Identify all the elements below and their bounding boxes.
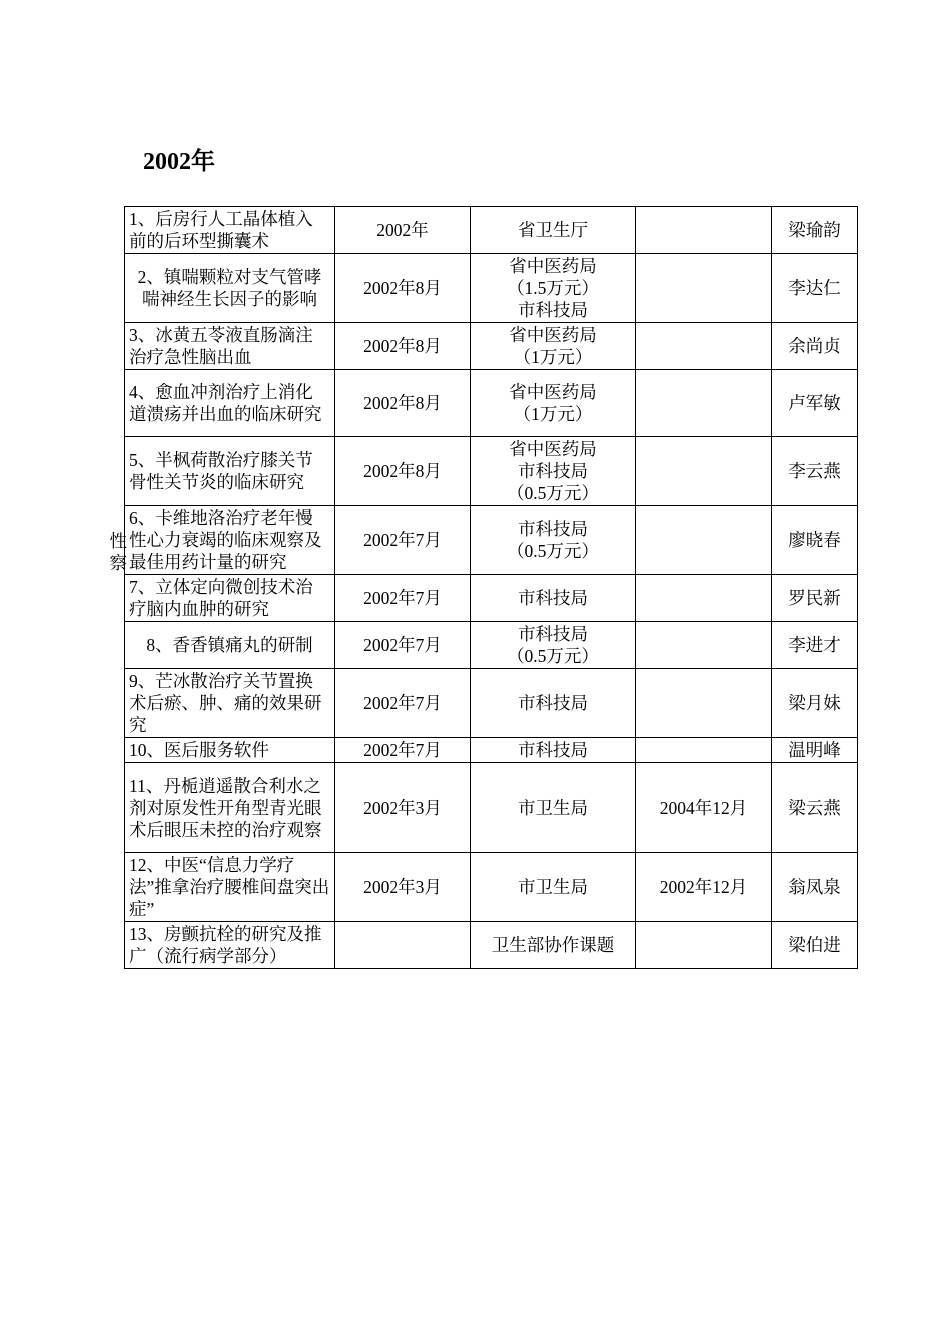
funding-source: 市卫生局 — [471, 763, 636, 853]
project-name: 5、半枫荷散治疗膝关节骨性关节炎的临床研究 — [125, 437, 335, 506]
end-date — [636, 922, 772, 969]
funding-source: 省中医药局 （1.5万元） 市科技局 — [471, 254, 636, 323]
project-name: 8、香香镇痛丸的研制 — [125, 622, 335, 669]
project-name: 11、丹栀逍遥散合利水之剂对原发性开角型青光眼术后眼压未控的治疗观察 — [125, 763, 335, 853]
end-date — [636, 506, 772, 575]
lead-person: 廖晓春 — [772, 506, 858, 575]
end-date — [636, 207, 772, 254]
end-date — [636, 254, 772, 323]
table-row — [125, 506, 858, 575]
projects-table — [109, 206, 858, 969]
start-date: 2002年7月 — [335, 669, 471, 738]
start-date: 2002年8月 — [335, 437, 471, 506]
table-row — [125, 922, 858, 969]
project-name: 7、立体定向微创技术治疗脑内血肿的研究 — [125, 575, 335, 622]
table-row — [125, 254, 858, 323]
lead-person: 梁瑜韵 — [772, 207, 858, 254]
project-name: 13、房颤抗栓的研究及推广（流行病学部分） — [125, 922, 335, 969]
lead-person: 李进才 — [772, 622, 858, 669]
project-name-cell — [109, 506, 335, 575]
start-date: 2002年8月 — [335, 254, 471, 323]
end-date — [636, 622, 772, 669]
start-date: 2002年8月 — [335, 370, 471, 437]
overflow-text: 性 察 — [109, 531, 127, 573]
project-name: 12、中医“信息力学疗法”推拿治疗腰椎间盘突出症” — [125, 853, 335, 922]
end-date: 2004年12月 — [636, 763, 772, 853]
start-date: 2002年7月 — [335, 575, 471, 622]
start-date: 2002年8月 — [335, 323, 471, 370]
page-heading: 2002年 — [143, 149, 215, 175]
funding-source: 省卫生厅 — [471, 207, 636, 254]
start-date: 2002年3月 — [335, 763, 471, 853]
funding-source: 省中医药局 （1万元） — [471, 370, 636, 437]
end-date: 2002年12月 — [636, 853, 772, 922]
table-row — [125, 437, 858, 506]
table-row — [125, 738, 858, 763]
funding-source: 卫生部协作课题 — [471, 922, 636, 969]
table-row — [125, 575, 858, 622]
project-name: 6、卡维地洛治疗老年慢性心力衰竭的临床观察及最佳用药计量的研究 — [129, 508, 322, 572]
table-row — [125, 323, 858, 370]
funding-source: 市科技局 （0.5万元） — [471, 622, 636, 669]
start-date: 2002年3月 — [335, 853, 471, 922]
table-row — [125, 622, 858, 669]
funding-source: 市科技局 （0.5万元） — [471, 506, 636, 575]
lead-person: 卢军敏 — [772, 370, 858, 437]
start-date: 2002年 — [335, 207, 471, 254]
start-date: 2002年7月 — [335, 622, 471, 669]
table-row — [125, 207, 858, 254]
funding-source: 市卫生局 — [471, 853, 636, 922]
lead-person: 李云燕 — [772, 437, 858, 506]
funding-source: 省中医药局 （1万元） — [471, 323, 636, 370]
table-row — [125, 763, 858, 853]
lead-person: 梁云燕 — [772, 763, 858, 853]
table-row — [125, 370, 858, 437]
lead-person: 李达仁 — [772, 254, 858, 323]
end-date — [636, 738, 772, 763]
end-date — [636, 575, 772, 622]
funding-source: 省中医药局 市科技局 （0.5万元） — [471, 437, 636, 506]
project-name: 10、医后服务软件 — [125, 738, 335, 763]
project-name: 2、镇喘颗粒对支气管哮喘神经生长因子的影响 — [125, 254, 335, 323]
table-row — [125, 853, 858, 922]
end-date — [636, 370, 772, 437]
project-name: 4、愈血冲剂治疗上消化道溃疡并出血的临床研究 — [125, 370, 335, 437]
start-date: 2002年7月 — [335, 506, 471, 575]
lead-person: 梁伯进 — [772, 922, 858, 969]
end-date — [636, 669, 772, 738]
funding-source: 市科技局 — [471, 738, 636, 763]
project-name: 1、后房行人工晶体植入前的后环型撕囊术 — [125, 207, 335, 254]
lead-person: 翁凤泉 — [772, 853, 858, 922]
lead-person: 梁月妹 — [772, 669, 858, 738]
end-date — [636, 323, 772, 370]
start-date: 2002年7月 — [335, 738, 471, 763]
end-date — [636, 437, 772, 506]
table-row — [125, 669, 858, 738]
project-name: 9、芒冰散治疗关节置换术后瘀、肿、痛的效果研究 — [125, 669, 335, 738]
lead-person: 余尚贞 — [772, 323, 858, 370]
project-name: 3、冰黄五苓液直肠滴注治疗急性脑出血 — [125, 323, 335, 370]
funding-source: 市科技局 — [471, 575, 636, 622]
lead-person: 温明峰 — [772, 738, 858, 763]
lead-person: 罗民新 — [772, 575, 858, 622]
funding-source: 市科技局 — [471, 669, 636, 738]
start-date — [335, 922, 471, 969]
